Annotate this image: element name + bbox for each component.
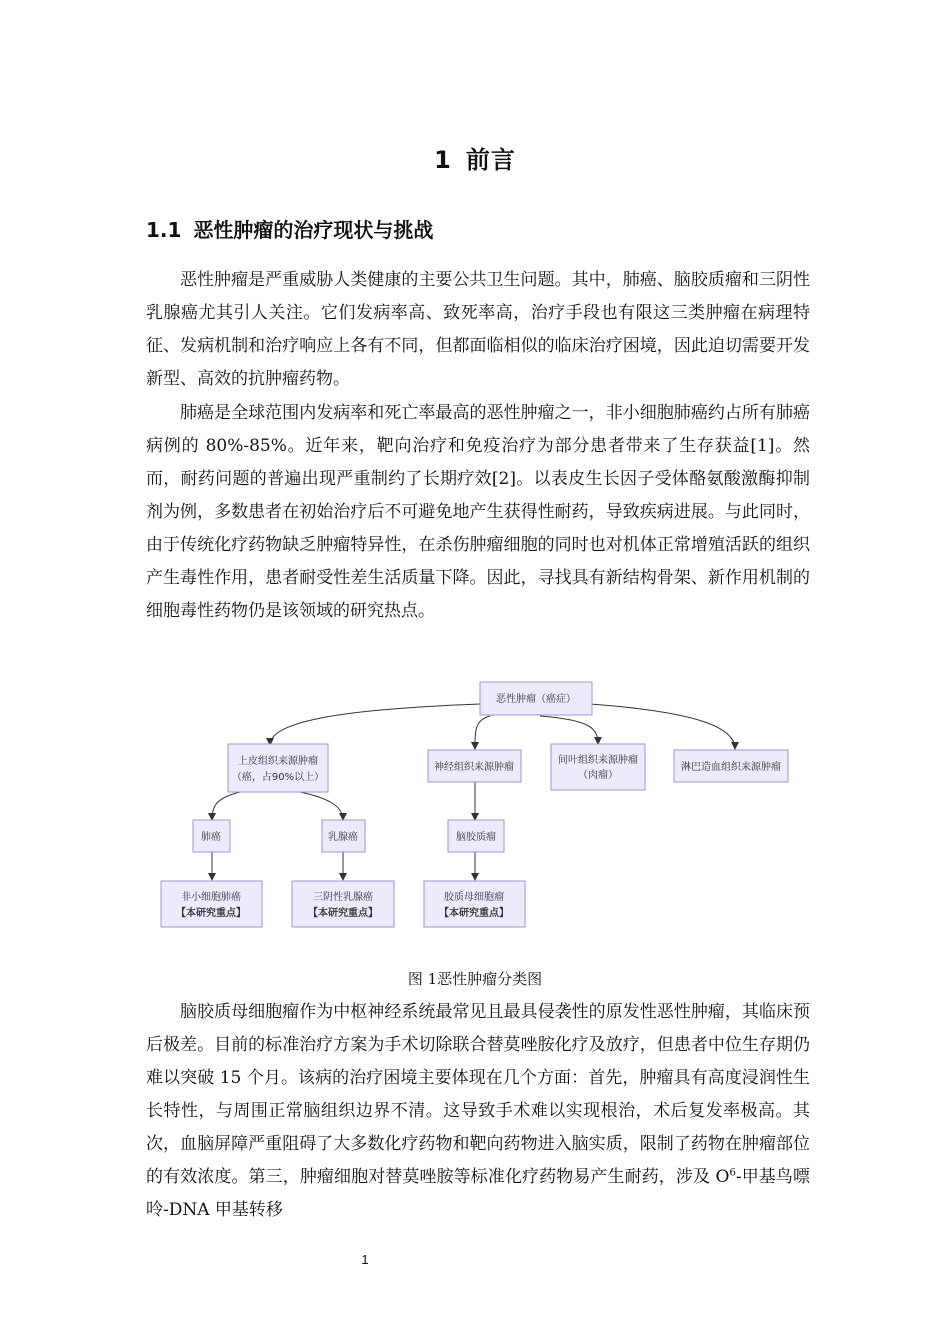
- section-title-text: 恶性肿瘤的治疗现状与挑战: [193, 218, 434, 242]
- chapter-number: 1: [434, 146, 452, 174]
- edge-root-neural: [475, 716, 490, 749]
- section-number: 1.1: [146, 218, 182, 242]
- research-focus-label: 【本研究重点】: [439, 908, 509, 919]
- research-focus-label: 【本研究重点】: [176, 908, 246, 919]
- node-label: 乳腺癌: [328, 832, 358, 843]
- node-glioma: [448, 820, 504, 852]
- tumor-classification-diagram: [160, 680, 790, 930]
- node-nsclc: [161, 881, 262, 927]
- paragraph-lung-cancer: 肺癌是全球范围内发病率和死亡率最高的恶性肿瘤之一，非小细胞肺癌约占所有肺癌病例的 80%-85%。近年来，靶向治疗和免疫治疗为部分患者带来了生存获益[1]。然而，耐药问题的普遍出现严重制约了长期疗效[2]。以表皮生长因子受体酪氨酸激酶抑制剂为例，多数患者在初始治疗后不可避免地产生获得性耐药，导致疾病进展。与此同时，由于传统化疗药物缺乏肿瘤特异性，在杀伤肿瘤细胞的同时也对机体正常增殖活跃的组织产生毒性作用，患者耐受性差生活质量下降。因此，寻找具有新结构骨架、新作用机制的细胞毒性药物仍是该领域的研究热点。: [146, 403, 810, 621]
- research-focus-label: 【本研究重点】: [308, 908, 378, 919]
- node-mesenchymal: [551, 744, 645, 790]
- edge-root-epithelial: [270, 704, 480, 745]
- node-label: 胶质母细胞瘤: [444, 892, 504, 903]
- node-label: （癌，占90%以上）: [231, 772, 325, 783]
- figure-caption: 图 1恶性肿瘤分类图: [407, 970, 543, 988]
- node-label: 三阴性乳腺癌: [313, 892, 373, 903]
- node-label: 间叶组织来源肿瘤: [558, 755, 638, 766]
- superscript: 6: [729, 1167, 736, 1179]
- edge-root-mesenchymal: [540, 716, 598, 744]
- node-label: 神经组织来源肿瘤: [434, 762, 514, 773]
- paragraph-glioblastoma: [146, 996, 810, 1227]
- edge-epithelial-breast: [300, 792, 343, 820]
- node-label: （肉瘤）: [578, 770, 618, 781]
- node-gbm: [424, 881, 525, 927]
- node-lung-cancer: [193, 820, 230, 852]
- chapter-title: [0, 140, 950, 175]
- edge-epithelial-lung: [212, 792, 240, 820]
- node-label: 脑胶质瘤: [456, 832, 496, 843]
- paragraph-text: -甲基鸟嘌呤-DNA 甲基转移: [146, 1167, 810, 1220]
- node-label: 淋巴造血组织来源肿瘤: [681, 762, 781, 773]
- node-breast-cancer: [322, 820, 365, 852]
- node-lymphatic: [674, 750, 788, 782]
- chapter-title-text: 前言: [465, 146, 516, 174]
- node-label: 恶性肿瘤（癌症）: [496, 694, 576, 705]
- node-neural: [428, 750, 521, 782]
- section-title: [146, 214, 433, 243]
- node-epithelial: [228, 744, 328, 792]
- node-label: 上皮组织来源肿瘤: [238, 756, 318, 767]
- node-label: 非小细胞肺癌: [181, 892, 241, 903]
- diagram-svg: [160, 680, 790, 930]
- node-tnbc: [292, 881, 394, 927]
- node-label: 肺癌: [201, 832, 221, 843]
- page-number: 1: [361, 1252, 369, 1267]
- paragraph-text: 脑胶质母细胞瘤作为中枢神经系统最常见且最具侵袭性的原发性恶性肿瘤，其临床预后极差。目前的标准治疗方案为手术切除联合替莫唑胺化疗及放疗，但患者中位生存期仍难以突破 15 个月。该病的治疗困境主要体现在几个方面：首先，肿瘤具有高度浸润性生长特性，与周围正常脑组织边界不清。这导致手术难以实现根治，术后复发率极高。其次，血脑屏障严重阻碍了大多数化疗药物和靶向药物进入脑实质，限制了药物在肿瘤部位的有效浓度。第三，肿瘤细胞对替莫唑胺等标准化疗药物易产生耐药，涉及 O: [146, 1002, 810, 1187]
- paragraph-intro: 恶性肿瘤是严重威胁人类健康的主要公共卫生问题。其中，肺癌、脑胶质瘤和三阴性乳腺癌尤其引人关注。它们发病率高、致死率高，治疗手段也有限这三类肿瘤在病理特征、发病机制和治疗响应上各有不同，但都面临相似的临床治疗困境，因此迫切需要开发新型、高效的抗肿瘤药物。: [146, 270, 810, 389]
- edge-root-lymph: [590, 704, 735, 749]
- node-malignant-tumor: [480, 682, 592, 715]
